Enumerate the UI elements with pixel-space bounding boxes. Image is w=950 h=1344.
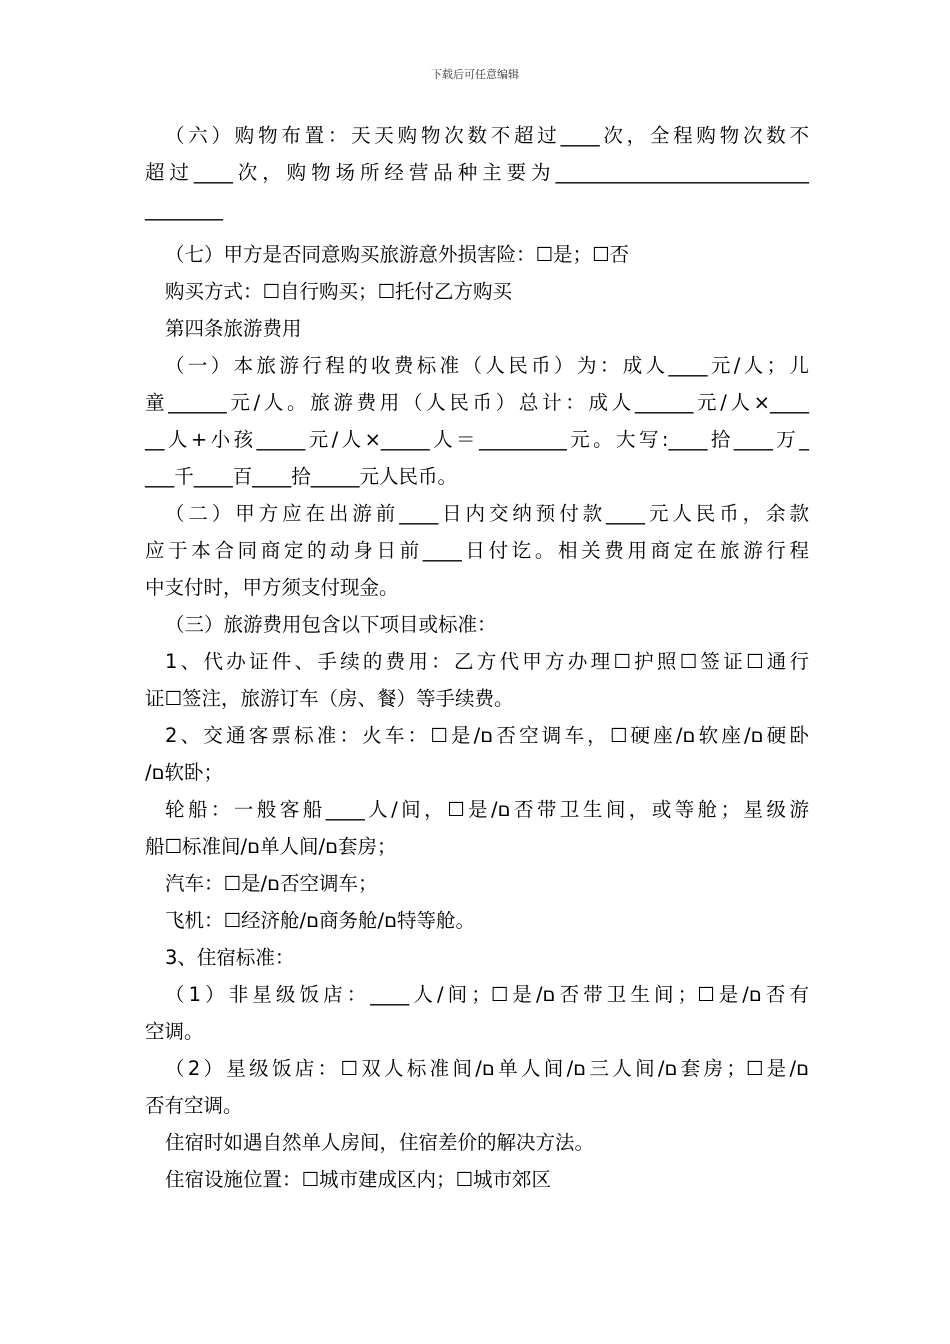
- non-star-hotel-line1: （1）非星级饭店：____人/间；☐是/ם否带卫生间；☐是/ם否有: [165, 983, 809, 1006]
- transport-ship-line1: 轮船：一般客船____人/间，☐是/ם否带卫生间，或等舱；星级游: [165, 798, 809, 821]
- transport-ship-line2: 船☐标准间/ם单人间/ם套房；: [145, 835, 397, 858]
- star-hotel-line1: （2）星级饭店：☐双人标准间/ם单人间/ם三人间/ם套房；☐是/ם: [165, 1057, 810, 1080]
- fee-standard-line2: 童______元/人。旅游费用（人民币）总计：成人______元/人×____: [145, 391, 809, 414]
- star-hotel-line2: 否有空调。: [145, 1094, 243, 1117]
- document-body: [145, 117, 809, 1198]
- single-room-note: 住宿时如遇自然单人房间，住宿差价的解决方法。: [165, 1131, 595, 1154]
- insurance-question: （七）甲方是否同意购买旅游意外损害险：☐是；☐否: [165, 243, 629, 266]
- transport-train-line1: 2、交通客票标准：火车：☐是/ם否空调车，☐硬座/ם软座/ם硬卧: [165, 724, 809, 747]
- purchase-method: 购买方式：☐自行购买；☐托付乙方购买: [165, 280, 512, 303]
- transport-car: 汽车：☐是/ם否空调车；: [165, 872, 378, 895]
- documents-fee-line2: 证☐签注，旅游订车（房、餐）等手续费。: [145, 687, 514, 710]
- prepayment-line2: 应于本合同商定的动身日前____日付讫。相关费用商定在旅游行程: [145, 539, 809, 562]
- fee-standard-line1: （一）本旅游行程的收费标准（人民币）为：成人____元/人；儿: [165, 354, 809, 377]
- fee-items-title: （三）旅游费用包含以下项目或标准：: [165, 613, 497, 636]
- transport-train-line2: /ם软卧；: [145, 761, 224, 784]
- section-shopping-line3: ________: [145, 198, 223, 221]
- article-four-title: 第四条旅游费用: [165, 317, 302, 340]
- fee-standard-line3: __人+小孩_____元/人×_____人＝_________元。大写:____拾____万_: [145, 428, 809, 451]
- prepayment-line3: 中支付时，甲方须支付现金。: [145, 576, 399, 599]
- section-shopping-line1: （六）购物布置：天天购物次数不超过____次，全程购物次数不: [165, 124, 809, 147]
- documents-fee-line1: 1、代办证件、手续的费用：乙方代甲方办理☐护照☐签证☐通行: [165, 650, 809, 673]
- accommodation-location: 住宿设施位置：☐城市建成区内；☐城市郊区: [165, 1168, 551, 1191]
- accommodation-title: 3、住宿标准：: [165, 946, 295, 969]
- page-header: 下载后可任意编辑: [431, 68, 519, 81]
- prepayment-line1: （二）甲方应在出游前____日内交纳预付款____元人民币，余款: [165, 502, 809, 525]
- section-shopping-line2: 超过____次，购物场所经营品种主要为__________________________: [145, 161, 809, 184]
- non-star-hotel-line2: 空调。: [145, 1020, 204, 1043]
- fee-standard-line4: ___千____百____拾_____元人民币。: [145, 465, 458, 488]
- transport-plane: 飞机：☐经济舱/ם商务舱/ם特等舱。: [165, 909, 476, 932]
